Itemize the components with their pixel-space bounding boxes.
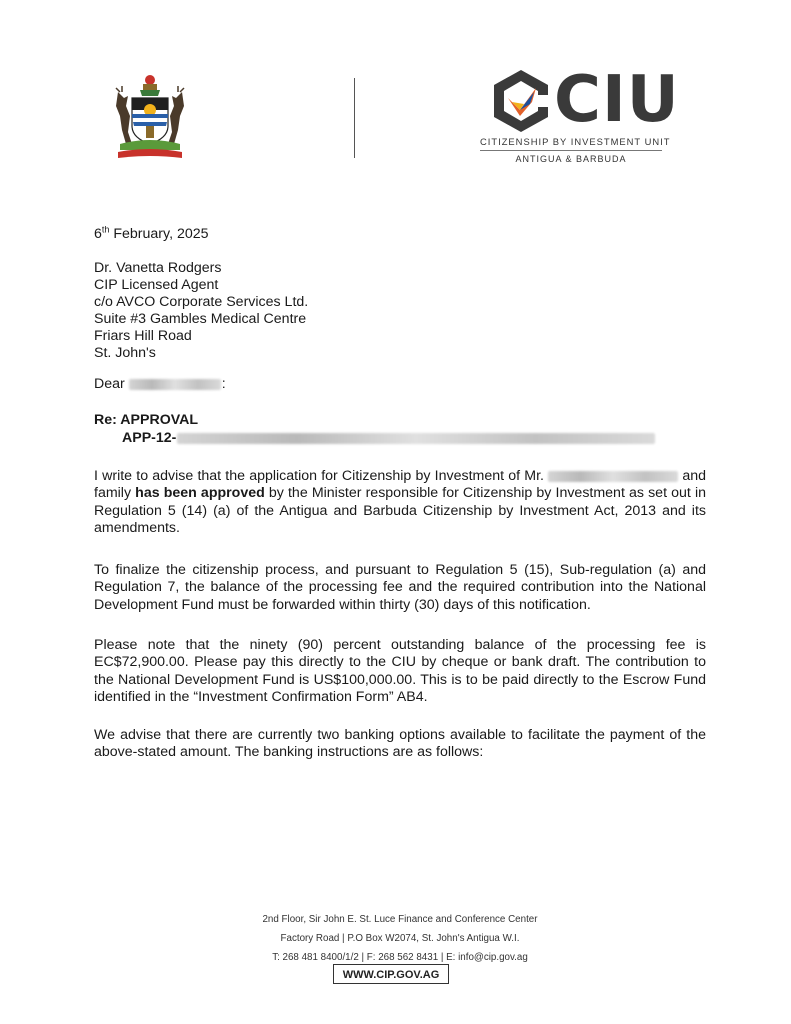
paragraph-finalize: To finalize the citizenship process, and pursuant to Regulation 5 (15), Sub-regulation (a) and Regulation 7, the balance of the processing fee and the required contribution into the National Development Fund must be forwarded within thirty (30) days of this notification. xyxy=(94,562,706,613)
salutation xyxy=(94,376,226,393)
ciu-country: ANTIGUA & BARBUDA xyxy=(515,154,627,164)
ciu-logo-icon xyxy=(490,68,552,134)
ciu-rule xyxy=(480,150,662,151)
address-line: Friars Hill Road xyxy=(94,328,192,344)
redacted-applicant xyxy=(548,471,678,482)
coat-of-arms-icon xyxy=(112,72,188,162)
header-divider xyxy=(354,78,355,158)
website-link[interactable]: WWW.CIP.GOV.AG xyxy=(333,964,449,984)
date-day: 6 xyxy=(94,226,102,242)
date-suffix: th xyxy=(101,224,110,235)
paragraph-fees: Please note that the ninety (90) percent outstanding balance of the processing fee is EC$72,900.00. Please pay this directly to the CIU by cheque or bank draft. The contribution to the National Development Fund is US$100,000.00. This is to be paid directly to the Escrow Fund identified in the “Investment Confirmation Form” AB4. xyxy=(94,637,706,705)
application-reference xyxy=(122,430,655,447)
ciu-subtitle: CITIZENSHIP BY INVESTMENT UNIT xyxy=(480,136,671,147)
ciu-wordmark: CIU xyxy=(554,63,680,137)
recipient-address xyxy=(94,260,308,362)
address-line: CIP Licensed Agent xyxy=(94,277,219,293)
salutation-end: : xyxy=(221,376,226,392)
salutation-text: Dear xyxy=(94,376,125,392)
approval-status: has been approved xyxy=(135,485,265,502)
letter-date xyxy=(94,226,209,243)
footer-line: Factory Road | P.O Box W2074, St. John's Antigua W.I. xyxy=(280,933,520,944)
paragraph-banking: We advise that there are currently two banking options available to facilitate the payment of the above-stated amount. The banking instructions are as follows: xyxy=(94,727,706,761)
address-line: Dr. Vanetta Rodgers xyxy=(94,260,222,276)
address-line: c/o AVCO Corporate Services Ltd. xyxy=(94,294,309,310)
subject-title: Re: APPROVAL xyxy=(94,412,199,428)
paragraph-text: by the Minister responsible for Citizenship by Investment as set out in Regulation 5 (14) (a) of the Antigua and Barbuda Citizenship by Investment Act, 2013 and its amendments. xyxy=(94,485,706,536)
footer-line: 2nd Floor, Sir John E. St. Luce Finance and Conference Center xyxy=(262,914,538,925)
reference-prefix: APP-12- xyxy=(122,430,177,446)
paragraph-approval xyxy=(94,468,706,537)
address-line: St. John's xyxy=(94,345,156,361)
footer-address xyxy=(150,910,650,967)
redacted-name xyxy=(129,379,221,390)
paragraph-text: I write to advise that the application for Citizenship by Investment of Mr. xyxy=(94,468,544,484)
date-rest: February, 2025 xyxy=(109,226,209,242)
paragraph-text: and family xyxy=(94,468,706,502)
address-line: Suite #3 Gambles Medical Centre xyxy=(94,311,307,327)
redacted-reference xyxy=(177,433,655,444)
footer-line: T: 268 481 8400/1/2 | F: 268 562 8431 | E: info@cip.gov.ag xyxy=(272,952,528,963)
